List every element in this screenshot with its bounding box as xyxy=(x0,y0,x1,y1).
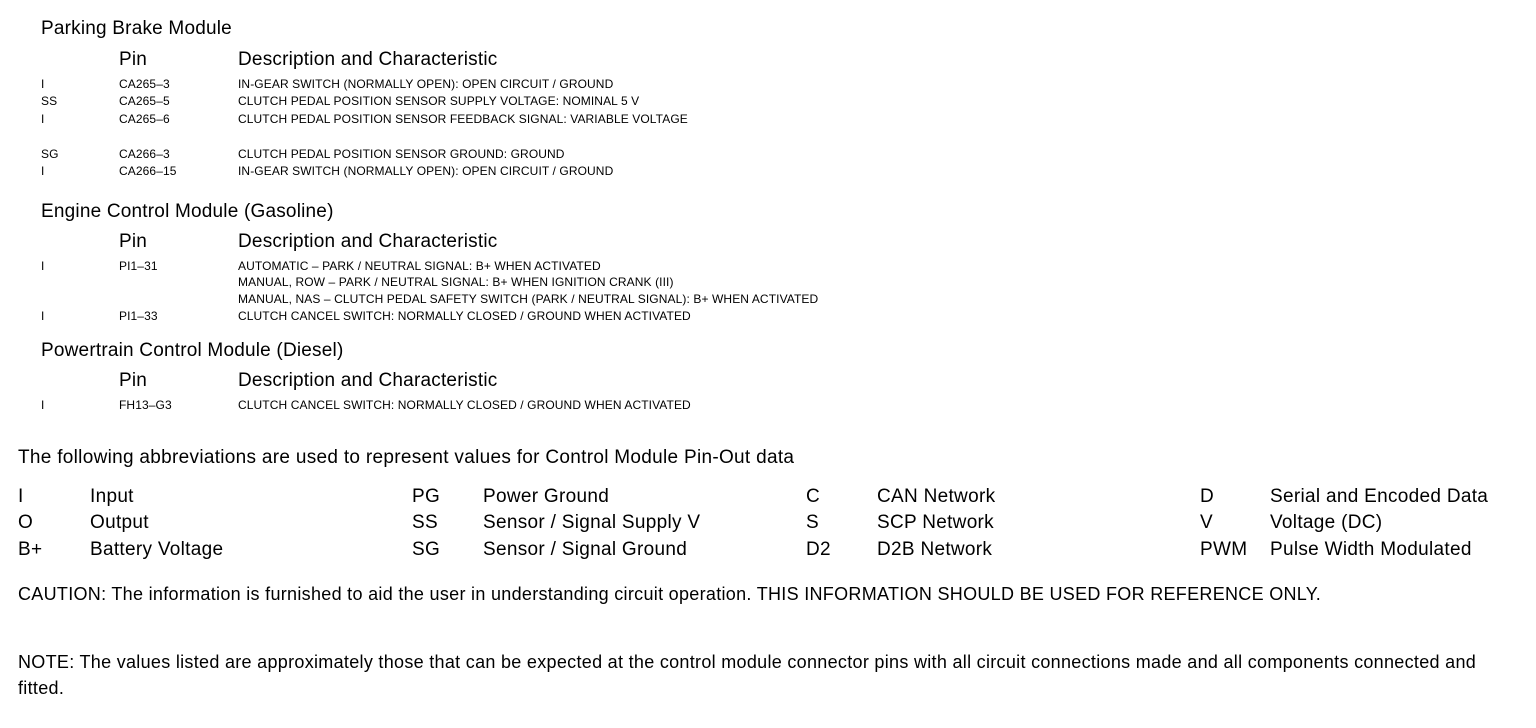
abbreviation-code: SS xyxy=(412,512,438,533)
section-title-parking-brake: Parking Brake Module xyxy=(41,18,232,39)
abbreviation-code: B+ xyxy=(18,539,43,560)
abbreviation-meaning: Sensor / Signal Supply V xyxy=(483,512,701,533)
abbreviation-code: I xyxy=(18,486,24,507)
row-pin: CA265–6 xyxy=(119,112,170,126)
abbreviation-meaning: Battery Voltage xyxy=(90,539,224,560)
abbreviation-meaning: SCP Network xyxy=(877,512,994,533)
row-pin: CA265–5 xyxy=(119,94,170,108)
row-type: I xyxy=(41,259,45,273)
note-text: NOTE: The values listed are approximately those that can be expected at the control module connector pins with all circuit connections made and all components connected and fitted. xyxy=(18,652,1477,698)
row-pin: FH13–G3 xyxy=(119,398,172,412)
abbreviation-code: D xyxy=(1200,486,1215,507)
row-description: CLUTCH PEDAL POSITION SENSOR GROUND: GROUND xyxy=(238,147,565,161)
abbreviation-code: S xyxy=(806,512,819,533)
row-type: I xyxy=(41,309,45,323)
row-description: CLUTCH PEDAL POSITION SENSOR SUPPLY VOLTAGE: NOMINAL 5 V xyxy=(238,94,640,108)
abbreviation-meaning: Pulse Width Modulated xyxy=(1270,539,1472,560)
abbreviation-code: O xyxy=(18,512,34,533)
row-type: I xyxy=(41,398,45,412)
description-header: Description and Characteristic xyxy=(238,370,498,391)
row-description: IN-GEAR SWITCH (NORMALLY OPEN): OPEN CIRCUIT / GROUND xyxy=(238,164,614,178)
abbreviation-code: PG xyxy=(412,486,441,507)
row-pin: CA266–15 xyxy=(119,164,177,178)
abbreviation-code: D2 xyxy=(806,539,831,560)
abbreviation-code: SG xyxy=(412,539,441,560)
row-pin: CA265–3 xyxy=(119,77,170,91)
abbreviation-code: C xyxy=(806,486,821,507)
row-pin: PI1–31 xyxy=(119,259,158,273)
row-pin: PI1–33 xyxy=(119,309,158,323)
abbreviation-code: V xyxy=(1200,512,1213,533)
abbreviation-meaning: Voltage (DC) xyxy=(1270,512,1383,533)
pin-header: Pin xyxy=(119,49,148,70)
description-header: Description and Characteristic xyxy=(238,231,498,252)
abbreviation-meaning: Sensor / Signal Ground xyxy=(483,539,688,560)
abbreviation-meaning: Power Ground xyxy=(483,486,610,507)
row-type: SG xyxy=(41,147,59,161)
abbreviation-meaning: CAN Network xyxy=(877,486,996,507)
abbreviation-meaning: Serial and Encoded Data xyxy=(1270,486,1489,507)
row-description: CLUTCH CANCEL SWITCH: NORMALLY CLOSED / GROUND WHEN ACTIVATED xyxy=(238,309,691,323)
row-description: CLUTCH CANCEL SWITCH: NORMALLY CLOSED / GROUND WHEN ACTIVATED xyxy=(238,398,691,412)
row-pin: CA266–3 xyxy=(119,147,170,161)
abbreviation-code: PWM xyxy=(1200,539,1248,560)
section-title-powertrain-control: Powertrain Control Module (Diesel) xyxy=(41,340,344,361)
row-type: I xyxy=(41,112,45,126)
row-description: AUTOMATIC – PARK / NEUTRAL SIGNAL: B+ WHEN ACTIVATED xyxy=(238,259,601,273)
abbreviation-meaning: D2B Network xyxy=(877,539,993,560)
row-type: I xyxy=(41,164,45,178)
abbreviation-meaning: Output xyxy=(90,512,149,533)
row-description: CLUTCH PEDAL POSITION SENSOR FEEDBACK SIGNAL: VARIABLE VOLTAGE xyxy=(238,112,688,126)
description-header: Description and Characteristic xyxy=(238,49,498,70)
row-description: MANUAL, ROW – PARK / NEUTRAL SIGNAL: B+ WHEN IGNITION CRANK (III) xyxy=(238,275,674,289)
abbreviations-intro: The following abbreviations are used to represent values for Control Module Pin-Out data xyxy=(18,447,795,468)
pin-header: Pin xyxy=(119,370,148,391)
section-title-engine-control: Engine Control Module (Gasoline) xyxy=(41,201,334,222)
row-type: SS xyxy=(41,94,58,108)
row-type: I xyxy=(41,77,45,91)
pin-header: Pin xyxy=(119,231,148,252)
row-description: IN-GEAR SWITCH (NORMALLY OPEN): OPEN CIRCUIT / GROUND xyxy=(238,77,614,91)
caution-text: CAUTION: The information is furnished to aid the user in understanding circuit operation. THIS INFORMATION SHOULD BE USED FOR REFERENCE ONLY. xyxy=(18,584,1322,604)
row-description: MANUAL, NAS – CLUTCH PEDAL SAFETY SWITCH (PARK / NEUTRAL SIGNAL): B+ WHEN ACTIVATED xyxy=(238,292,819,306)
abbreviation-meaning: Input xyxy=(90,486,134,507)
